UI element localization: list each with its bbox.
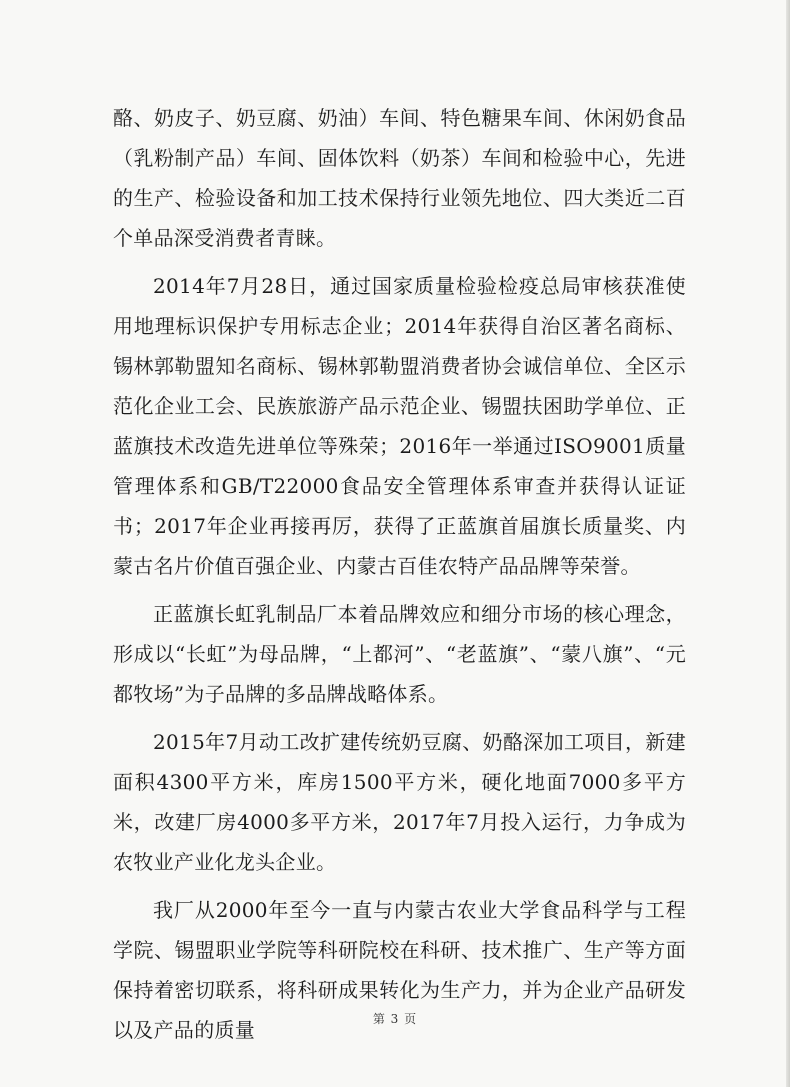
paragraph-continued: 酪、奶皮子、奶豆腐、奶油）车间、特色糖果车间、休闲奶食品（乳粉制产品）车间、固体饮料（奶茶）车间和检验中心，先进的生产、检验设备和加工技术保持行业领先地位、四大类近二百个单品深受消费者青睐。 (113, 106, 686, 250)
paragraph-brand-strategy: 正蓝旗长虹乳制品厂本着品牌效应和细分市场的核心理念，形成以“长虹”为母品牌，“上都河”、“老蓝旗”、“蒙八旗”、“元都牧场”为子品牌的多品牌战略体系。 (113, 602, 686, 706)
paragraph-expansion-project: 2015年7月动工改扩建传统奶豆腐、奶酪深加工项目，新建面积4300平方米，库房1500平方米，硬化地面7000多平方米，改建厂房4000多平方米，2017年7月投入运行，力争成为农牧业产业化龙头企业。 (113, 730, 686, 874)
page-number: 第 3 页 (372, 1012, 418, 1026)
paragraph-research-cooperation: 我厂从2000年至今一直与内蒙古农业大学食品科学与工程学院、锡盟职业学院等科研院校在科研、技术推广、生产等方面保持着密切联系，将科研成果转化为生产力，并为企业产品研发以及产品的质量 (113, 898, 686, 1042)
document-body (113, 98, 686, 1058)
scan-edge (786, 0, 790, 1087)
paragraph-honors: 2014年7月28日，通过国家质量检验检疫总局审核获准使用地理标识保护专用标志企业；2014年获得自治区著名商标、锡林郭勒盟知名商标、锡林郭勒盟消费者协会诚信单位、全区示范化企业工会、民族旅游产品示范企业、锡盟扶困助学单位、正蓝旗技术改造先进单位等殊荣；2016年一举通过ISO9001质量管理体系和GB/T22000食品安全管理体系审查并获得认证证书；2017年企业再接再厉，获得了正蓝旗首届旗长质量奖、内蒙古名片价值百强企业、内蒙古百佳农特产品品牌等荣誉。 (113, 274, 686, 578)
